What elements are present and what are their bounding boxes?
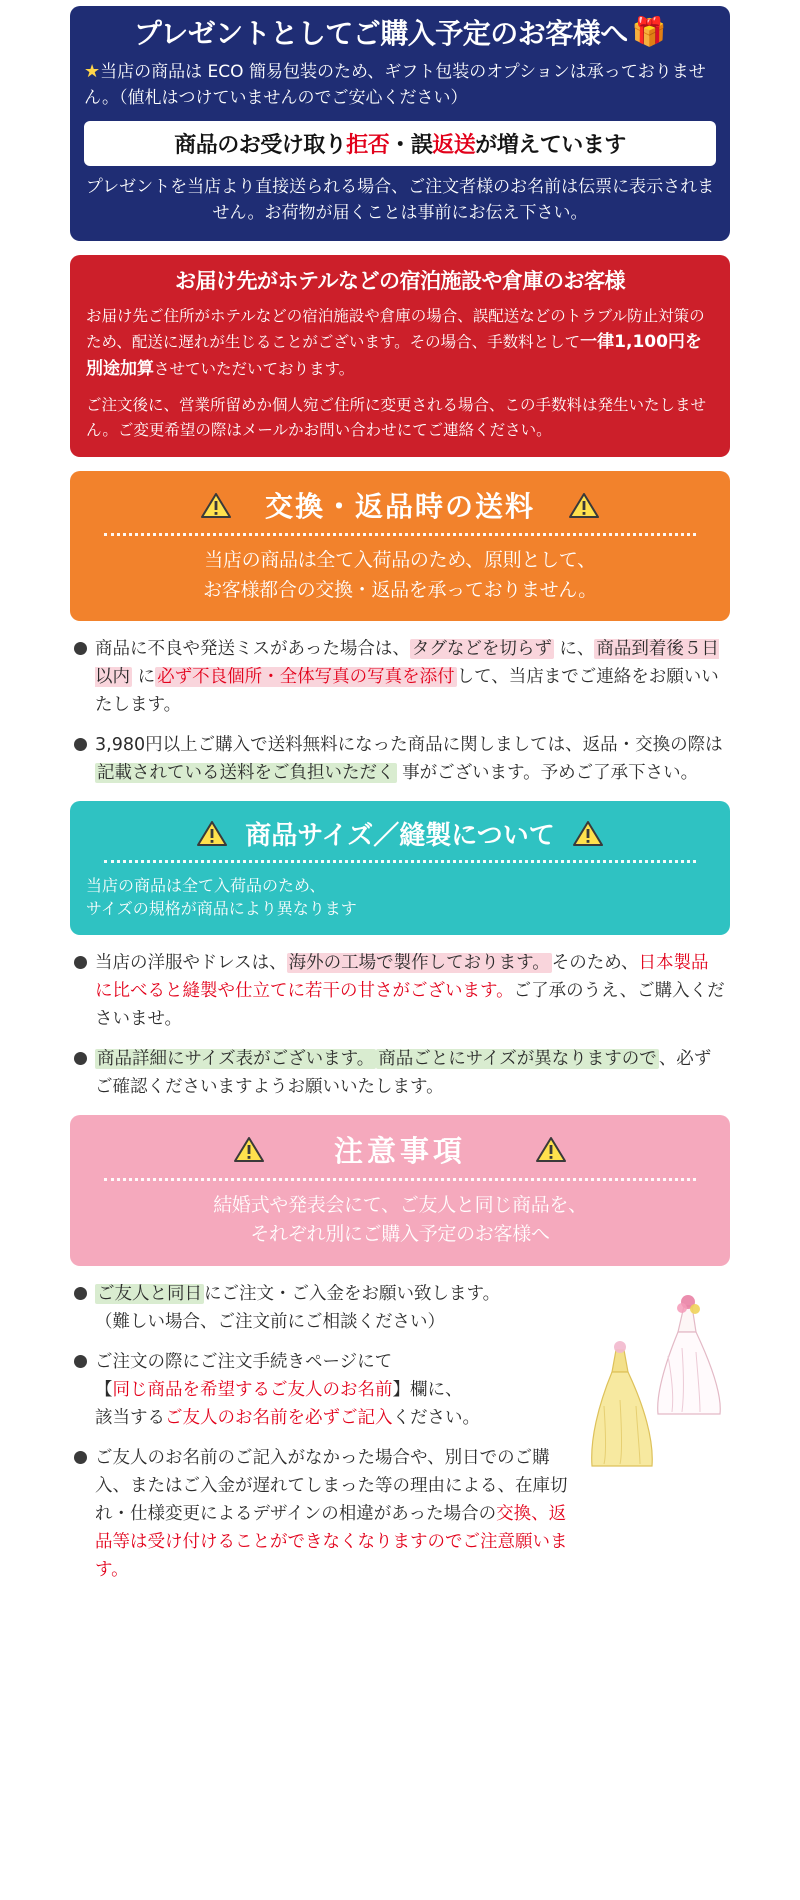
text-run: 3,980円以上ご購入で送料無料になった商品に関しましては、返品・交換の際は — [95, 734, 723, 755]
return-sub-line-2: お客様都合の交換・返品を承っておりません。 — [203, 578, 597, 601]
text-run: 商品到着後５日以内 — [95, 638, 719, 687]
text-run: 【 — [95, 1379, 113, 1400]
caution-sub-line-1: 結婚式や発表会にて、ご友人と同じ商品を、 — [213, 1193, 587, 1216]
warning-triangle-icon — [234, 1136, 264, 1163]
divider-dotted — [104, 533, 696, 536]
text-run: タグなどを切らず — [411, 638, 552, 659]
hotel-notice-block — [70, 255, 730, 457]
text-run: に、 — [553, 638, 595, 659]
list-item-text — [95, 1348, 480, 1432]
refusal-red-1: 拒否 — [346, 133, 390, 158]
hotel-heading: お届け先がホテルなどの宿泊施設や倉庫のお客様 — [175, 268, 625, 293]
text-run: して、当店までご連絡をお願いいたします。 — [95, 666, 719, 715]
return-shipping-block — [70, 471, 730, 621]
warning-triangle-icon — [201, 492, 231, 519]
size-notice-block — [70, 801, 730, 935]
caution-sub-line-2: それぞれ別にご購入予定のお客様へ — [250, 1223, 550, 1246]
list-item — [74, 731, 726, 787]
warning-triangle-icon — [197, 820, 227, 847]
list-item-text — [95, 1444, 575, 1584]
text-run: 商品に不良や発送ミスがあった場合は、 — [95, 638, 410, 659]
hotel-p2-rest: させていただいております。 — [154, 360, 355, 379]
list-item-text — [95, 635, 726, 719]
bullet-dot-icon — [74, 738, 87, 751]
text-run: 】欄に、 — [392, 1379, 463, 1400]
present-title-row — [84, 12, 716, 52]
bullet-dot-icon — [74, 642, 87, 655]
text-run: に — [132, 666, 156, 687]
list-item — [74, 1348, 726, 1432]
size-bullet-list — [70, 949, 730, 1101]
text-run: 当店の洋服やドレスは、 — [95, 952, 287, 973]
text-run: ください。 — [392, 1407, 480, 1428]
text-run: 商品ごとにサイズが異なりますので — [378, 1048, 657, 1069]
present-notice-block — [70, 6, 730, 241]
list-item — [74, 635, 726, 719]
caution-heading-row — [86, 1129, 714, 1170]
list-item-text — [95, 949, 726, 1033]
present-lead — [84, 58, 716, 111]
bullet-dot-icon — [74, 1355, 87, 1368]
text-run: そのため、 — [551, 952, 639, 973]
text-run: 必ず不良個所・全体写真の写真を添付 — [157, 666, 455, 687]
refusal-mid: ・誤 — [389, 133, 433, 158]
size-sub-line-2: サイズの規格が商品により異なります — [86, 898, 357, 918]
list-item — [74, 1444, 726, 1584]
text-run: 同じ商品を希望するご友人のお名前 — [112, 1379, 393, 1400]
bullet-dot-icon — [74, 1052, 87, 1065]
bullet-dot-icon — [74, 1451, 87, 1464]
text-run: ご友人のお名前のご記入がなかった場合や、別日でのご購入、またはご入金が遅れてしまった等の理由による、在庫切れ・仕様変更によるデザインの相違があった場合の — [95, 1447, 568, 1524]
text-run: 商品詳細にサイズ表がございます。 — [97, 1048, 375, 1069]
divider-dotted — [104, 1178, 696, 1181]
return-heading: 交換・返品時の送料 — [264, 490, 535, 524]
text-run: 事がございます。予めご了承下さい。 — [396, 762, 699, 783]
star-icon: ★ — [84, 61, 101, 82]
hotel-paragraph-1 — [86, 304, 714, 384]
caution-bullet-list — [70, 1280, 730, 1584]
bullet-dot-icon — [74, 956, 87, 969]
caution-bullets-wrap — [70, 1280, 730, 1584]
size-sub-line-1: 当店の商品は全て入荷品のため、 — [86, 875, 326, 895]
bullet-dot-icon — [74, 1287, 87, 1300]
caution-heading: 注意事項 — [333, 1133, 466, 1168]
caution-notice-block — [70, 1115, 730, 1266]
gift-icon: 🎁 — [631, 15, 667, 48]
list-item-text — [95, 1280, 500, 1336]
hotel-p1-text: お届け先ご住所がホテルなどの宿泊施設や倉庫の場合、誤配送などのトラブル防止対策のため、配送に遅れが生じることがございます。その場合、手数料として — [86, 306, 705, 351]
text-run: ご友人のお名前を必ずご記入 — [165, 1407, 393, 1428]
refusal-pre: 商品のお受け取り — [174, 133, 347, 158]
hotel-fee-amount: 一律1,100円を別途加算 — [86, 331, 702, 380]
list-item — [74, 1045, 726, 1101]
refusal-post: が増えています — [475, 133, 626, 158]
list-item — [74, 1280, 726, 1336]
size-heading-row — [86, 815, 714, 852]
present-lead-text: 当店の商品は ECO 簡易包装のため、ギフト包装のオプションは承っておりません。（値札はつけていませんのでご安心ください） — [84, 62, 706, 108]
list-item-text — [95, 731, 726, 787]
text-run: 海外の工場で製作しております。 — [288, 952, 550, 973]
text-run: 記載されている送料をご負担いただく — [97, 762, 395, 783]
warning-triangle-icon — [569, 492, 599, 519]
present-title: プレゼントとしてご購入予定のお客様へ — [133, 17, 628, 50]
text-run: ご了承のうえ、ご購入くださいませ。 — [95, 980, 725, 1029]
size-heading: 商品サイズ／縫製について — [245, 820, 555, 851]
return-bullet-list — [70, 635, 730, 787]
return-sub-line-1: 当店の商品は全て入荷品のため、原則として、 — [204, 549, 596, 572]
warning-triangle-icon — [536, 1136, 566, 1163]
text-run: 日本製品に比べると縫製や仕立てに若干の甘さがございます。 — [95, 952, 709, 1001]
text-run: にご注文・ご入金をお願い致します。 — [204, 1283, 501, 1304]
warning-triangle-icon — [573, 820, 603, 847]
text-run: ご注文の際にご注文手続きページにて — [95, 1351, 393, 1372]
refusal-red-2: 返送 — [432, 133, 476, 158]
text-run: ご友人と同日 — [97, 1283, 202, 1304]
text-run: 、必ずご確認くださいますようお願いいたします。 — [95, 1048, 712, 1097]
list-item-text — [95, 1045, 726, 1101]
list-item — [74, 949, 726, 1033]
text-run: 交換、返品等は受け付けることができなくなりますのでご注意願います。 — [95, 1503, 568, 1580]
hotel-paragraph-2: ご注文後に、営業所留めか個人宛ご住所に変更される場合、この手数料は発生いたしません。ご変更希望の際はメールかお問い合わせにてご連絡ください。 — [86, 395, 707, 439]
text-run: （難しい場合、ご注文前にご相談ください） — [95, 1311, 445, 1332]
return-heading-row — [86, 485, 714, 525]
present-note: プレゼントを当店より直接送られる場合、ご注文者様のお名前は伝票に表示されません。お荷物が届くことは事前にお伝え下さい。 — [85, 177, 715, 224]
notice-page — [70, 0, 730, 1608]
refusal-strip — [84, 121, 716, 166]
divider-dotted — [104, 860, 696, 863]
text-run: 該当する — [95, 1407, 165, 1428]
